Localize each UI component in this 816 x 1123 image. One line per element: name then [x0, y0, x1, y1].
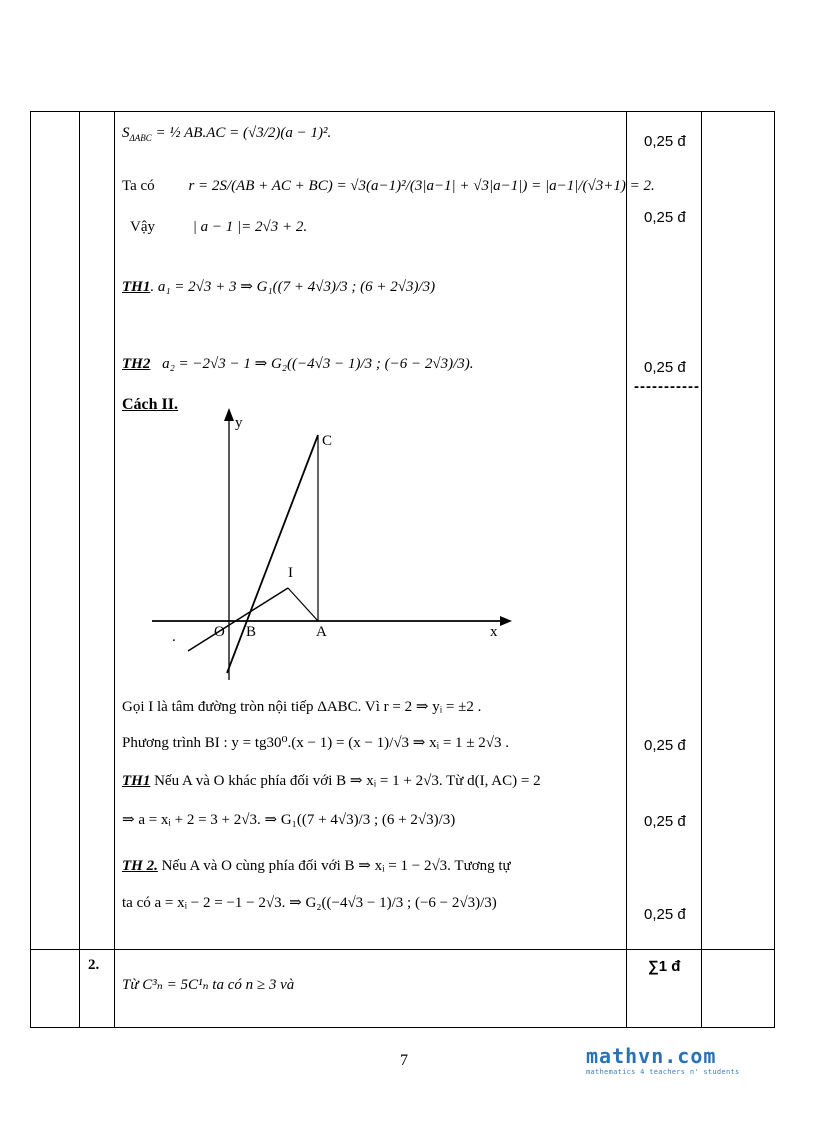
- table-col-2: [79, 111, 80, 1028]
- line-bc: [227, 435, 318, 673]
- row2-number: 2.: [88, 957, 100, 973]
- score-5: 0,25 đ: [644, 813, 686, 830]
- score-total: ∑1 đ: [648, 958, 681, 975]
- table-col-3: [114, 111, 115, 1028]
- line-bi-extended: [188, 588, 288, 651]
- table-row-divider: [30, 949, 775, 950]
- logo-tagline: mathematics 4 teachers n' students: [586, 1068, 740, 1076]
- label-c: C: [322, 433, 333, 449]
- area-formula: $S_{\Delta ABC}$ = ½ AB.AC = (√3/2)(a − 1)².: [122, 125, 332, 143]
- method-2-heading: Cách II.: [122, 396, 179, 413]
- table-col-5: [701, 111, 702, 1028]
- label-i: I: [288, 565, 293, 581]
- conclusion-line: Vậy | a − 1 |= 2√3 + 2.: [130, 219, 308, 235]
- case2-line: TH2 a₂ = −2√3 − 1 ⇒ G₂((−4√3 − 1)/3 ; (−6 − 2√3)/3).: [122, 356, 474, 372]
- table-col-4: [626, 111, 627, 1028]
- label-x: x: [490, 624, 498, 640]
- case2b-line: TH 2. Nếu A và O cùng phía đối với B ⇒ xᵢ = 1 − 2√3. Tương tự: [122, 858, 511, 874]
- table-top-border: [30, 111, 775, 112]
- label-o: O: [214, 624, 225, 640]
- bi-equation-line: Phương trình BI : y = tg30⁰.(x − 1) = (x − 1)/√3 ⇒ xᵢ = 1 ± 2√3 .: [122, 735, 509, 751]
- table-col-6: [774, 111, 775, 1028]
- y-axis-arrow: [224, 408, 234, 421]
- label-y: y: [235, 415, 243, 431]
- line-ia: [288, 588, 318, 621]
- logo-text: mathvn.com: [586, 1044, 717, 1068]
- case1b-result: ⇒ a = xᵢ + 2 = 3 + 2√3. ⇒ G₁((7 + 4√3)/3 ; (6 + 2√3)/3): [122, 812, 456, 828]
- score-6: 0,25 đ: [644, 906, 686, 923]
- inradius-line: Ta có r = 2S/(AB + AC + BC) = √3(a−1)²/(3|a−1| + √3|a−1|) = |a−1|/(√3+1) = 2.: [122, 178, 655, 194]
- score-1: 0,25 đ: [644, 133, 686, 150]
- graph-dot: .: [172, 629, 176, 645]
- triangle-graph: [140, 405, 530, 685]
- case1b-line: TH1 Nếu A và O khác phía đối với B ⇒ xᵢ = 1 + 2√3. Từ d(I, AC) = 2: [122, 773, 541, 789]
- score-4: 0,25 đ: [644, 737, 686, 754]
- score-2: 0,25 đ: [644, 209, 686, 226]
- table-col-1: [30, 111, 31, 1028]
- label-b: B: [246, 624, 257, 640]
- score-separator: -----------: [634, 378, 700, 395]
- incenter-line: Gọi I là tâm đường tròn nội tiếp ΔABC. Vì r = 2 ⇒ yᵢ = ±2 .: [122, 699, 482, 715]
- score-3: 0,25 đ: [644, 359, 686, 376]
- case2b-result: ta có a = xᵢ − 2 = −1 − 2√3. ⇒ G₂((−4√3 − 1)/3 ; (−6 − 2√3)/3): [122, 895, 497, 911]
- page-number: 7: [400, 1052, 408, 1069]
- case1-line: TH1. a₁ = 2√3 + 3 ⇒ G₁((7 + 4√3)/3 ; (6 + 2√3)/3): [122, 279, 436, 295]
- table-bottom-border: [30, 1027, 775, 1028]
- row2-text: Từ C³ₙ = 5C¹ₙ ta có n ≥ 3 và: [122, 977, 295, 993]
- mathvn-logo: [586, 1044, 740, 1076]
- label-a: A: [316, 624, 327, 640]
- x-axis-arrow: [500, 616, 512, 626]
